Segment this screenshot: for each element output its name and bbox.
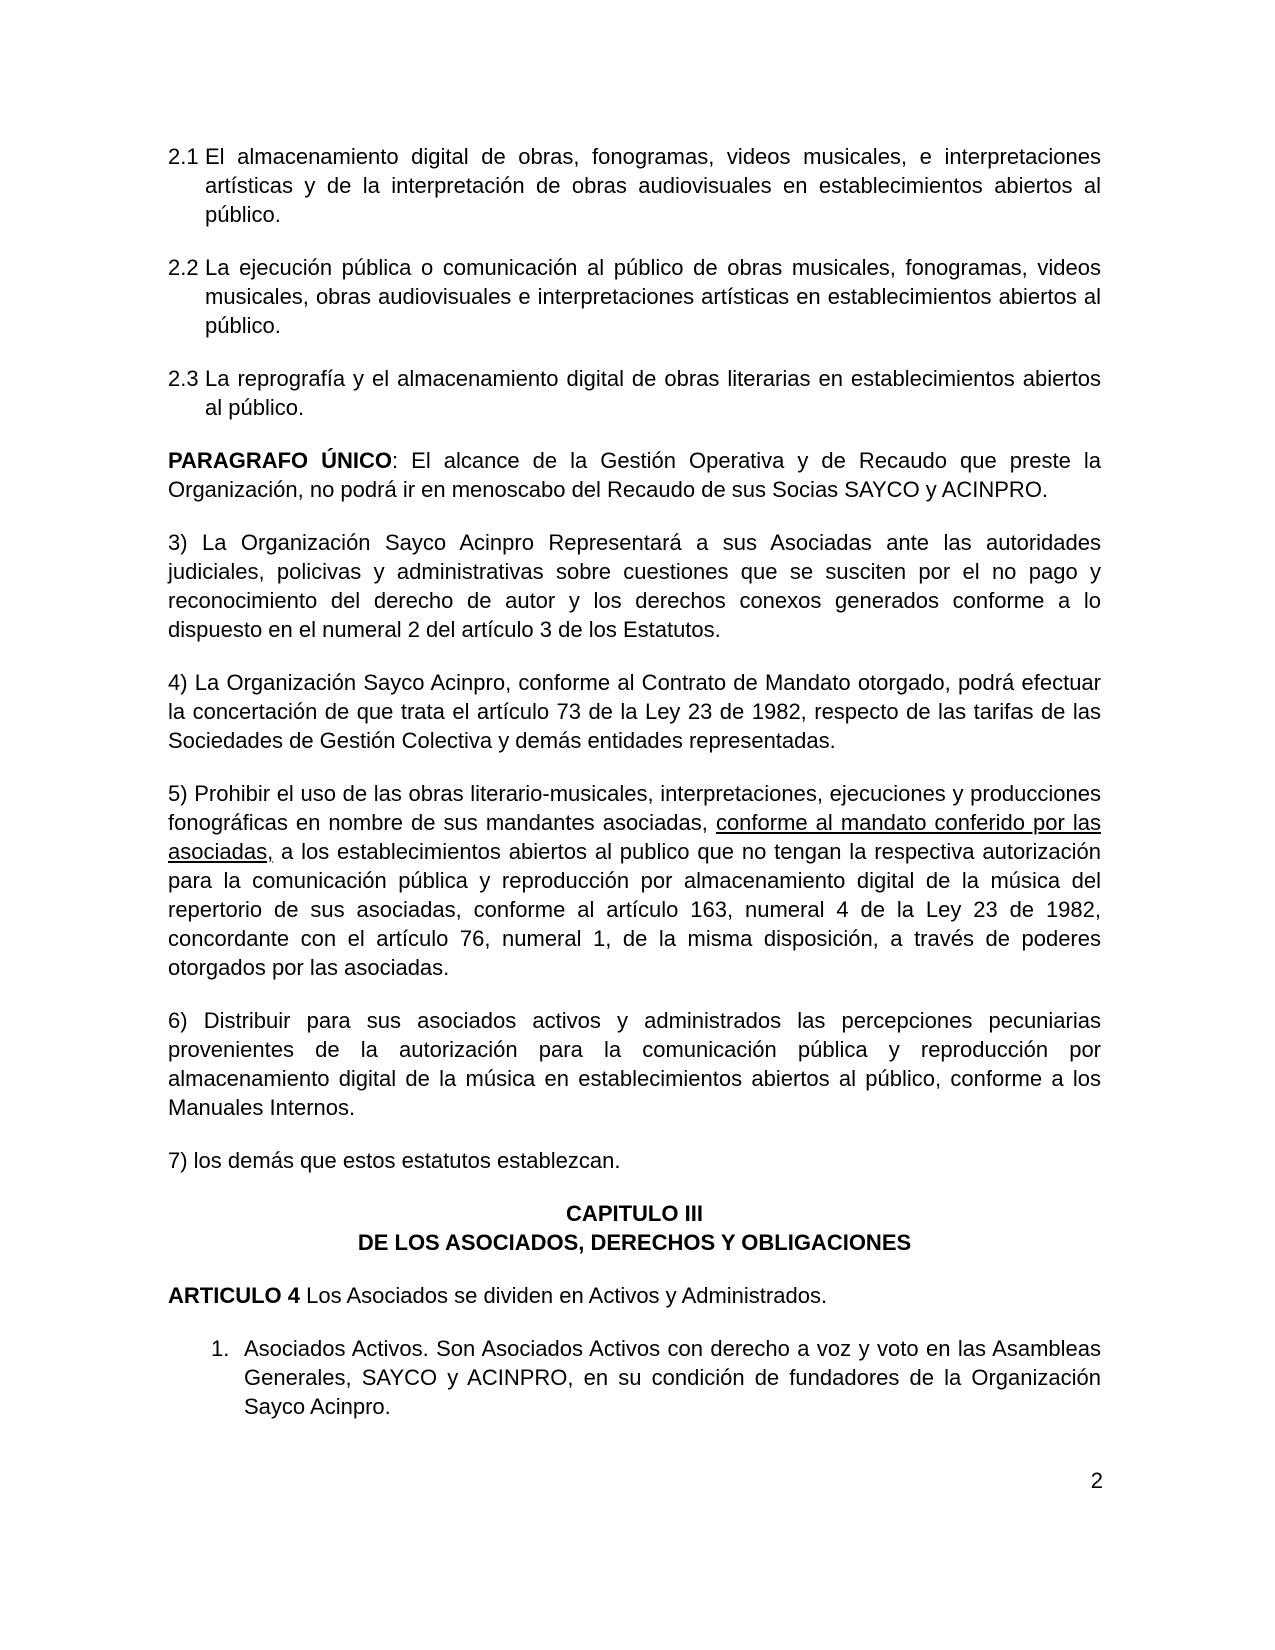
list-item-2-2 bbox=[168, 253, 1101, 340]
item-6: 6) Distribuir para sus asociados activos y administrados las percepciones pecuniarias provenientes de la autorización para la comunicación pública y reproducción por almacenamiento digital de la música en establecimientos abiertos al público, conforme a los Manuales Internos. bbox=[168, 1008, 1101, 1120]
list-marker: 2.1 bbox=[168, 144, 199, 169]
page-number: 2 bbox=[1090, 1468, 1103, 1493]
articulo-4-label: ARTICULO 4 bbox=[168, 1283, 300, 1308]
paragrafo-unico-text: : El alcance de la Gestión Operativa y de Recaudo que preste la Organización, no podrá ir en menoscabo del Recaudo de sus Socias SAYCO y ACINPRO. bbox=[168, 448, 1101, 502]
articulo-4-text: Los Asociados se dividen en Activos y Administrados. bbox=[300, 1283, 828, 1308]
list-item-text: El almacenamiento digital de obras, fonogramas, videos musicales, e interpretaciones artísticas y de la interpretación de obras audiovisuales en establecimientos abiertos al público. bbox=[205, 144, 1101, 227]
list-marker: 2.2 bbox=[168, 255, 199, 280]
chapter-title: CAPITULO III bbox=[566, 1201, 703, 1226]
item-5-text-after: a los establecimientos abiertos al publico que no tengan la respectiva autorización para la comunicación pública y reproducción por almacenamiento digital de la música del repertorio de sus asociadas, conforme al artículo 163, numeral 4 de la Ley 23 de 1982, concordante con el artículo 76, numeral 1, de la misma disposición, a través de poderes otorgados por las asociadas. bbox=[168, 839, 1101, 980]
item-7: 7) los demás que estos estatutos establezcan. bbox=[168, 1148, 621, 1173]
list-marker: 1. bbox=[211, 1336, 230, 1361]
list-item-2-3 bbox=[168, 364, 1101, 422]
item-5 bbox=[168, 779, 1101, 982]
list-item-2-1 bbox=[168, 142, 1101, 229]
item-4: 4) La Organización Sayco Acinpro, conforme al Contrato de Mandato otorgado, podrá efectuar la concertación de que trata el artículo 73 de la Ley 23 de 1982, respecto de las tarifas de las Sociedades de Gestión Colectiva y demás entidades representadas. bbox=[168, 670, 1101, 753]
underlined-clause: conforme al mandato conferido por las asociadas, bbox=[168, 810, 1102, 864]
list-item-text: La reprografía y el almacenamiento digital de obras literarias en establecimientos abiertos al público. bbox=[205, 366, 1101, 420]
chapter-subtitle: DE LOS ASOCIADOS, DERECHOS Y OBLIGACIONES bbox=[357, 1230, 912, 1255]
articulo-4-paragraph bbox=[168, 1281, 1101, 1310]
list-item-text: La ejecución pública o comunicación al público de obras musicales, fonogramas, videos musicales, obras audiovisuales e interpretaciones artísticas en establecimientos abiertos al público. bbox=[205, 255, 1101, 338]
item-5-text-before: 5) Prohibir el uso de las obras literario-musicales, interpretaciones, ejecuciones y producciones fonográficas en nombre de sus mandantes asociadas, bbox=[168, 781, 1101, 835]
list-item-asociados-activos bbox=[168, 1334, 1101, 1421]
page-content bbox=[168, 142, 1101, 1445]
chapter-heading-block bbox=[168, 1199, 1101, 1257]
list-item-text: Asociados Activos. Son Asociados Activos con derecho a voz y voto en las Asambleas Generales, SAYCO y ACINPRO, en su condición de fundadores de la Organización Sayco Acinpro. bbox=[244, 1336, 1101, 1419]
paragrafo-unico bbox=[168, 446, 1101, 504]
list-marker: 2.3 bbox=[168, 366, 199, 391]
paragrafo-unico-label: PARAGRAFO ÚNICO bbox=[168, 448, 393, 473]
item-3: 3) La Organización Sayco Acinpro Representará a sus Asociadas ante las autoridades judiciales, policivas y administrativas sobre cuestiones que se susciten por el no pago y reconocimiento del derecho de autor y los derechos conexos generados conforme a lo dispuesto en el numeral 2 del artículo 3 de los Estatutos. bbox=[168, 530, 1101, 642]
